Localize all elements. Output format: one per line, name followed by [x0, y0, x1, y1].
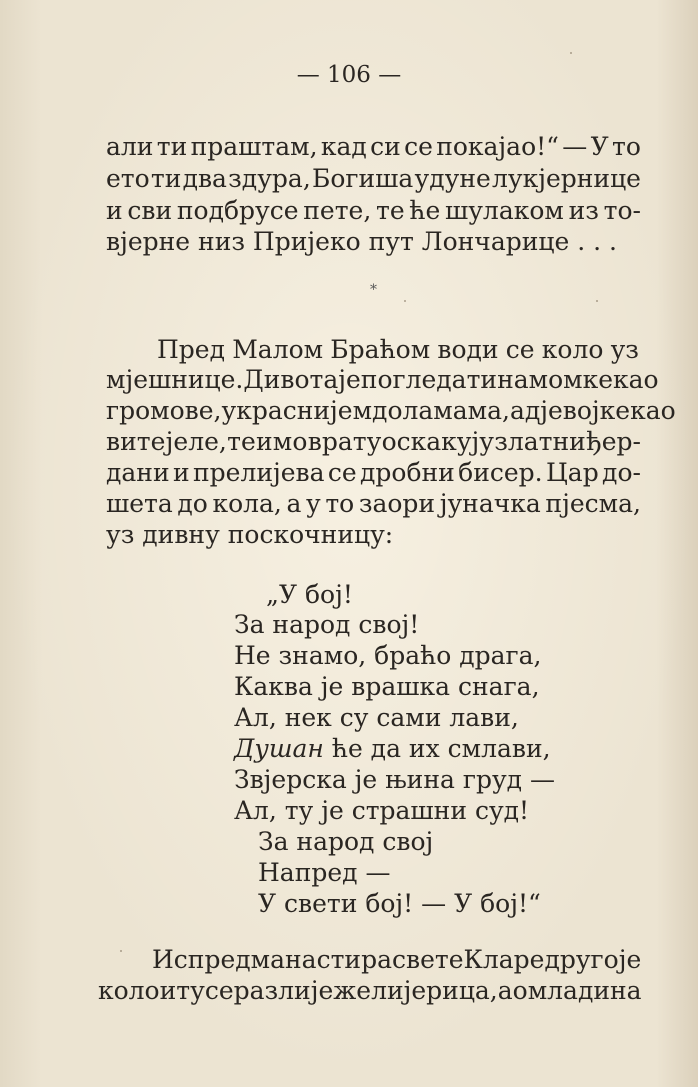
word: Цар [545, 458, 599, 487]
word: у [221, 396, 237, 425]
poem-line [234, 734, 551, 764]
word: Богиша [311, 164, 414, 193]
word: до [177, 489, 208, 518]
word: Малом [232, 335, 324, 364]
word: у [306, 489, 321, 518]
word: мјешнице. [106, 365, 244, 394]
word: али [106, 132, 154, 161]
poem-line: Напред — [258, 858, 391, 887]
poem-line: „У бој! [266, 580, 353, 609]
word: праштам, [190, 132, 318, 161]
word: се [204, 976, 234, 1005]
word: дробни [360, 458, 455, 487]
word: ђер- [586, 427, 641, 456]
paper-speck [120, 950, 122, 952]
word: те [376, 196, 405, 225]
word: доламама, [372, 396, 510, 425]
text-line [106, 396, 676, 426]
section-separator: * [370, 282, 377, 298]
text-line: вјерне низ Пријеко пут Лончарице . . . [106, 227, 617, 256]
word: свете [392, 945, 464, 974]
poem-line: Звјерска је њина груд — [234, 765, 556, 794]
word: то [325, 489, 355, 518]
poem-line: За народ свој! [234, 610, 420, 639]
poem-line: Не знамо, браћо драга, [234, 641, 542, 670]
word: јеле, [165, 427, 227, 456]
poem-name-dusan: Душан [234, 734, 324, 763]
word: оскакују [381, 427, 494, 456]
word: о [292, 427, 308, 456]
word: ће [409, 196, 441, 225]
word: краснијем [236, 396, 373, 425]
word: као [613, 365, 659, 394]
word: громове, [106, 396, 222, 425]
page-number: — 106 — [296, 62, 402, 88]
poem-line-rest: ће да их смлави, [323, 734, 551, 763]
word: а [509, 396, 525, 425]
word: два [182, 164, 227, 193]
word: то- [603, 196, 641, 225]
word: дјевојке [524, 396, 631, 425]
word: коло [541, 335, 604, 364]
word: сви [127, 196, 173, 225]
poem-line: У свети бој! — У бој!“ [258, 889, 541, 918]
word: Брaћом [330, 335, 431, 364]
word: шулаком [444, 196, 564, 225]
text-line [98, 976, 642, 1006]
text-line [106, 427, 641, 457]
word: и [172, 458, 190, 487]
word: ти [150, 164, 182, 193]
word: вите [106, 427, 166, 456]
word: а [497, 976, 513, 1005]
word: бисер. [458, 458, 543, 487]
word: и [159, 976, 177, 1005]
word: Испред [152, 945, 251, 974]
word: Пред [157, 335, 225, 364]
word: им [256, 427, 293, 456]
word: пете, [303, 196, 372, 225]
poem-line: За народ свој [258, 827, 434, 856]
word: и [106, 196, 123, 225]
paper-speck [570, 52, 572, 54]
word: дани [106, 458, 170, 487]
text-line [106, 489, 641, 519]
word: се [327, 458, 357, 487]
word: подбрусе [176, 196, 299, 225]
text-line [106, 365, 659, 395]
word: здура, [228, 164, 311, 193]
poem-line: Ал, нек су сами лави, [234, 703, 519, 732]
word: ето [106, 164, 150, 193]
word: златни [494, 427, 586, 456]
word: омладина [512, 976, 642, 1005]
word: уз [610, 335, 639, 364]
text-line [106, 458, 641, 488]
text-line [106, 196, 641, 226]
text-line [106, 164, 641, 194]
word: то [611, 132, 641, 161]
word: момке [528, 365, 614, 394]
word: те [227, 427, 256, 456]
word: ту [176, 976, 205, 1005]
word: а [286, 489, 302, 518]
word: пјесма, [545, 489, 641, 518]
word: Дивота [243, 365, 339, 394]
word: је [338, 365, 361, 394]
paper-speck [596, 300, 598, 302]
word: друго [544, 945, 619, 974]
word: се [505, 335, 535, 364]
word: кад [320, 132, 367, 161]
text-line [106, 132, 641, 162]
word: разлијеже [233, 976, 372, 1005]
word: као [630, 396, 676, 425]
word: води [437, 335, 499, 364]
text-line [152, 945, 642, 975]
word: је [618, 945, 642, 974]
word: коло [98, 976, 160, 1005]
paper-speck [404, 300, 406, 302]
word: покајао!“ [436, 132, 559, 161]
word: заори [358, 489, 436, 518]
word: шета [106, 489, 173, 518]
word: ти [156, 132, 188, 161]
word: — [562, 132, 588, 161]
word: У [590, 132, 609, 161]
word: лукјернице [492, 164, 641, 193]
word: прелијева [192, 458, 325, 487]
word: погледати [360, 365, 498, 394]
word: на [497, 365, 529, 394]
text-line: уз дивну поскочницу: [106, 520, 394, 549]
word: се [404, 132, 433, 161]
poem-line: Каква је врашка снага, [234, 672, 540, 701]
word: лијерица, [371, 976, 498, 1005]
poem-line: Ал, ту је страшни суд! [234, 796, 530, 825]
text-line [157, 335, 639, 365]
word: јуначка [439, 489, 541, 518]
word: удуне [414, 164, 491, 193]
word: кола, [212, 489, 282, 518]
word: Кларе [463, 945, 545, 974]
word: из [568, 196, 599, 225]
word: до- [602, 458, 641, 487]
word: манастира [250, 945, 392, 974]
word: врату [307, 427, 382, 456]
word: си [370, 132, 401, 161]
